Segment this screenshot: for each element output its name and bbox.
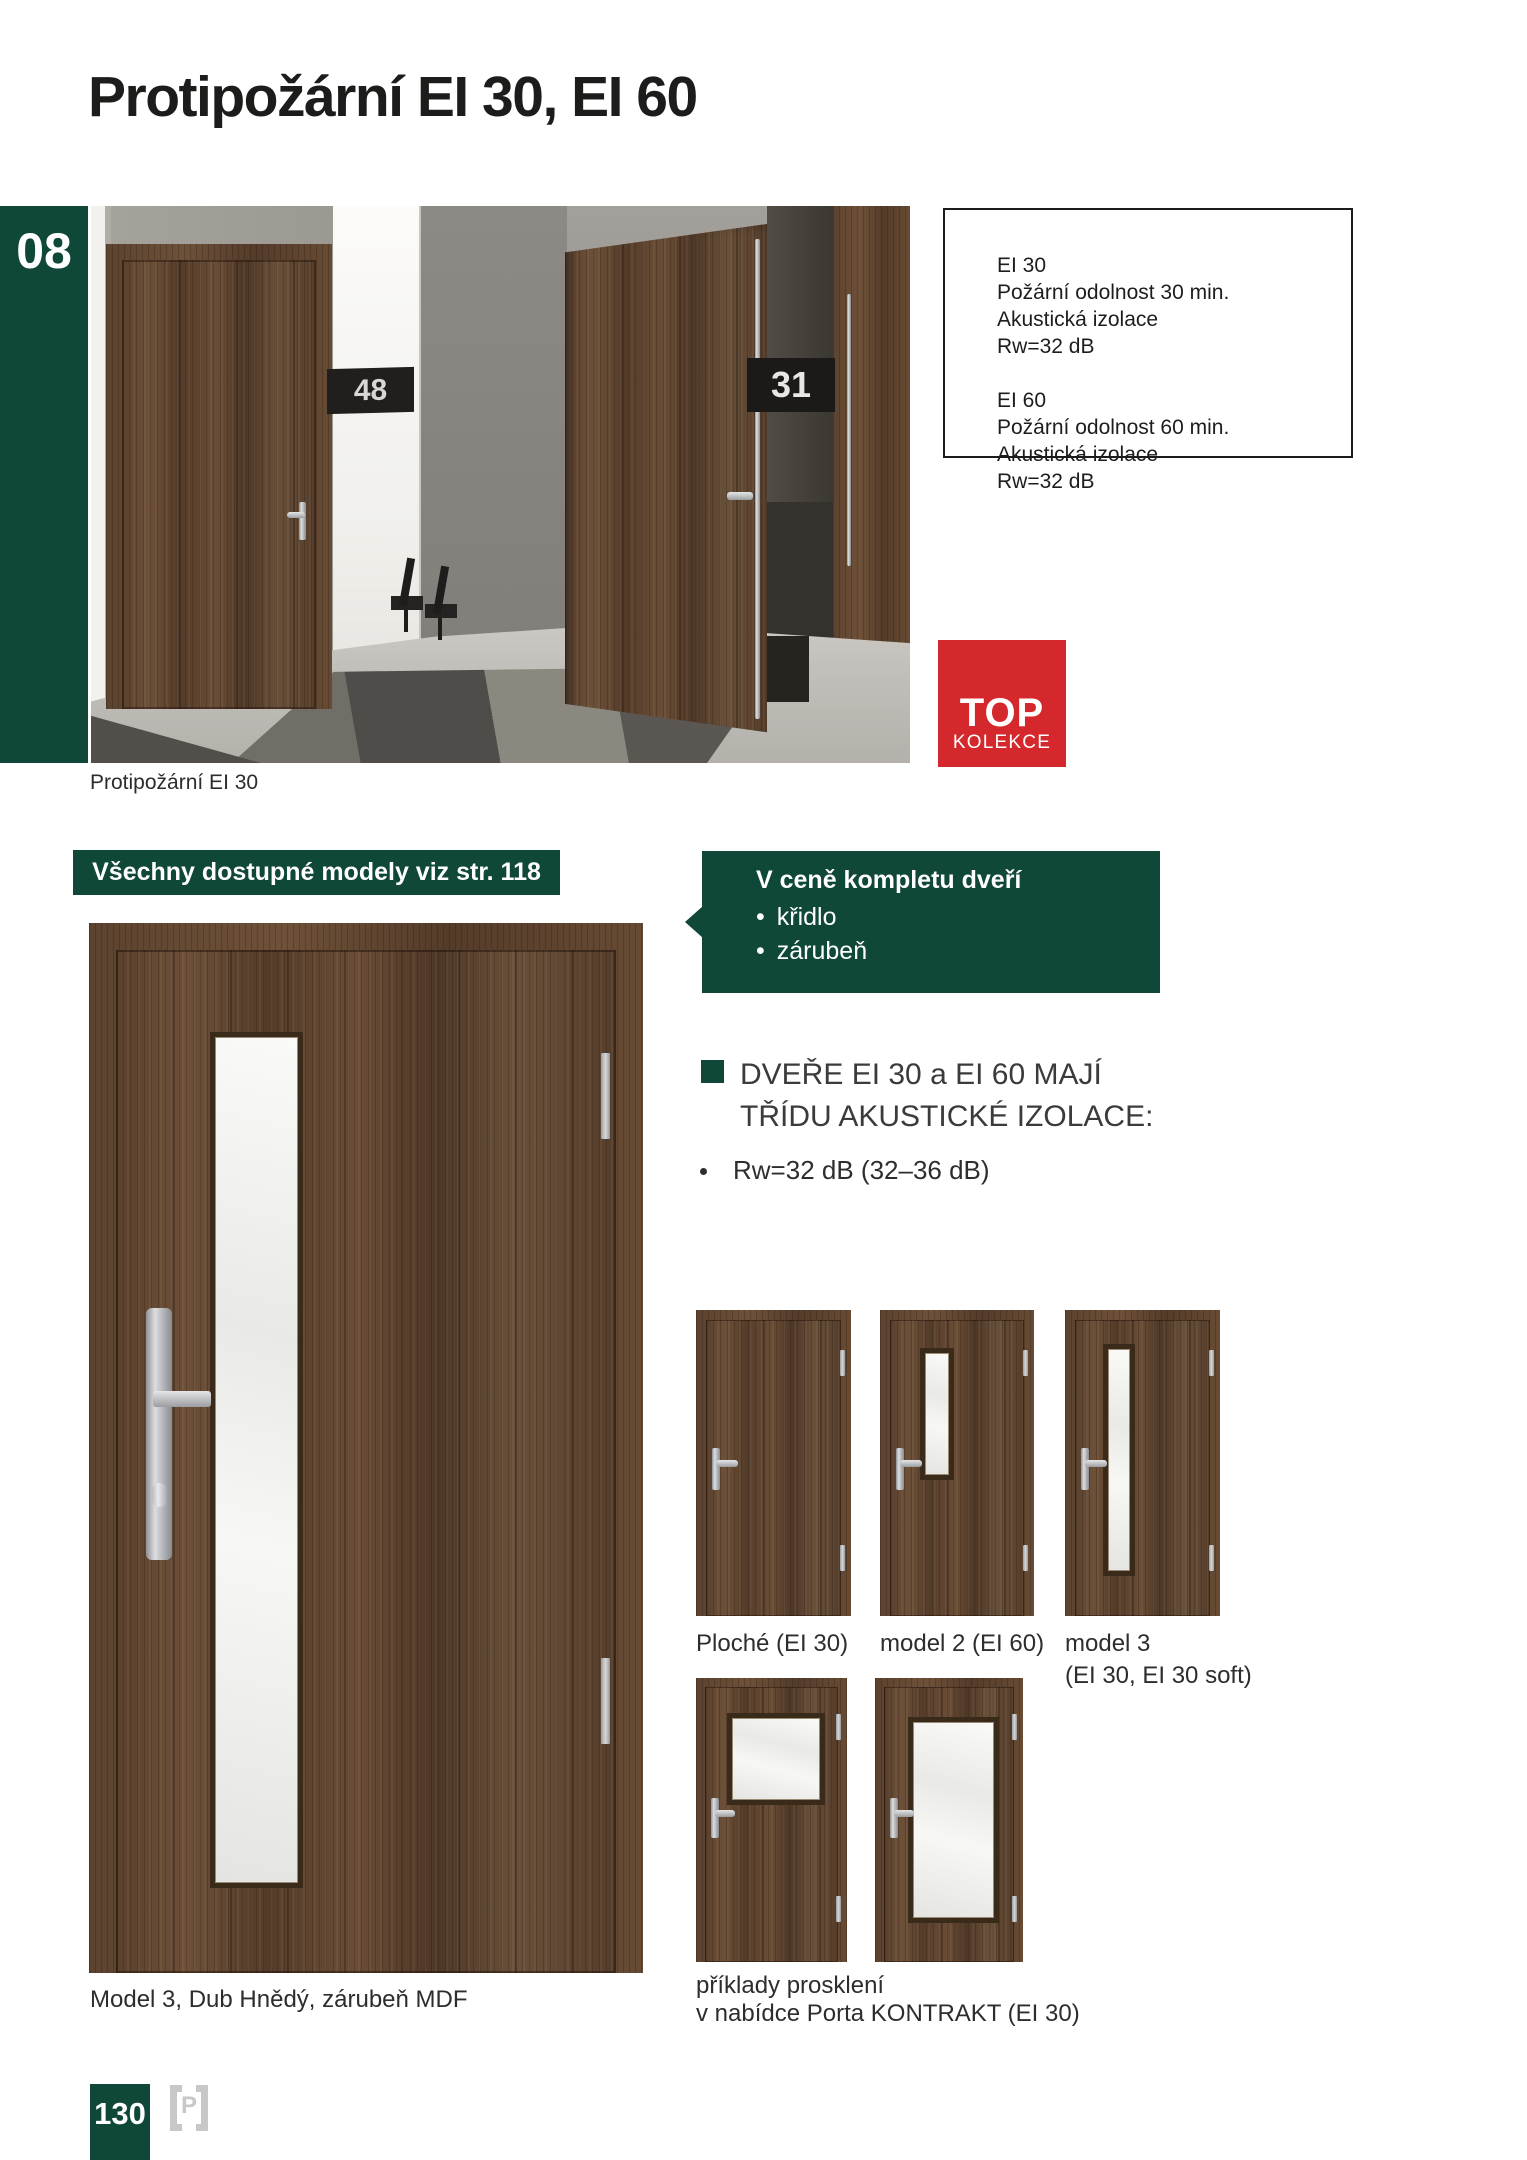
top-collection-badge — [938, 640, 1066, 767]
glass-window — [908, 1717, 999, 1923]
glazing-caption-line1: příklady prosklení — [696, 1972, 885, 1999]
page-title: Protipožární EI 30, EI 60 — [88, 65, 697, 129]
door-lever-icon — [1085, 1460, 1107, 1467]
spec-box — [943, 208, 1353, 493]
spec-block-ei60 — [997, 387, 1351, 495]
spec-line: Akustická izolace — [997, 308, 1159, 331]
door-hinge-icon — [840, 1545, 845, 1571]
door-handle-bar-icon — [847, 294, 851, 566]
door-lever-icon — [715, 1810, 735, 1817]
bubble-title: V ceně kompletu dveří — [756, 866, 1022, 894]
door-lever-icon — [900, 1460, 922, 1467]
bubble-item-label: křidlo — [776, 903, 837, 931]
big-door-glass-panel — [210, 1032, 303, 1888]
porta-logo — [170, 2085, 208, 2131]
door-number-plaque: 31 — [747, 358, 835, 412]
model-thumb-model2 — [880, 1310, 1034, 1616]
spec-line: Rw=32 dB — [997, 335, 1095, 358]
bullet-icon: • — [756, 903, 765, 931]
logo-letter: P — [180, 2092, 197, 2119]
spec-line: Požární odolnost 60 min. — [997, 416, 1230, 439]
green-square-bullet-icon — [701, 1060, 724, 1083]
big-door-leaf — [116, 950, 616, 1973]
model-thumb-model3 — [1065, 1310, 1220, 1616]
photo-chair — [425, 566, 457, 640]
door-handle-lever-icon — [153, 1391, 211, 1407]
door-hinge-icon — [836, 1714, 841, 1740]
door-handle-icon — [890, 1798, 898, 1838]
door-hinge-icon — [1012, 1714, 1017, 1740]
logo-notch-icon — [182, 2123, 196, 2132]
photo-chair — [391, 558, 423, 632]
acoustic-heading-line2: TŘÍDU AKUSTICKÉ IZOLACE: — [740, 1100, 1154, 1133]
glazing-thumb-large — [875, 1678, 1023, 1962]
door-hinge-icon — [840, 1350, 845, 1376]
door-handle-plate-icon — [146, 1308, 172, 1560]
glazing-thumb-square — [696, 1678, 847, 1962]
spec-line: Rw=32 dB — [997, 470, 1095, 493]
door-hinge-icon — [1209, 1545, 1214, 1571]
door-handle-icon — [712, 1448, 720, 1490]
hero-caption: Protipožární EI 30 — [90, 771, 259, 794]
door-hinge-icon — [1012, 1896, 1017, 1922]
badge-top-label: TOP — [959, 691, 1045, 735]
bubble-item-label: zárubeň — [776, 937, 868, 965]
door-number-plaque: 48 — [327, 367, 414, 414]
photo-closed-door — [122, 260, 316, 709]
bullet-icon: • — [756, 937, 765, 965]
door-lever-icon — [727, 492, 753, 500]
door-lever-icon — [716, 1460, 738, 1467]
door-handle-icon — [711, 1798, 719, 1838]
bubble-pointer-icon — [685, 906, 703, 938]
page-number: 130 — [90, 2084, 150, 2160]
chapter-number: 08 — [16, 223, 72, 279]
bullet-icon — [700, 1168, 707, 1175]
door-handle-icon — [896, 1448, 904, 1490]
big-door-figure — [89, 923, 643, 1973]
thumb-label: model 2 (EI 60) — [880, 1630, 1045, 1657]
badge-bottom-label: KOLEKCE — [952, 732, 1052, 753]
acoustic-heading-line1: DVEŘE EI 30 a EI 60 MAJÍ — [740, 1058, 1102, 1091]
door-lock-icon — [152, 1483, 167, 1507]
door-hinge-icon — [601, 1658, 610, 1744]
interior-photo — [91, 206, 910, 763]
chapter-tab — [0, 206, 88, 763]
spec-line: Akustická izolace — [997, 443, 1159, 466]
door-hinge-icon — [601, 1053, 610, 1139]
photo-open-door — [565, 224, 767, 740]
spec-title: EI 30 — [997, 254, 1047, 277]
door-handle-bar-icon — [755, 239, 760, 719]
glass-panel — [920, 1348, 954, 1480]
door-hinge-icon — [1023, 1545, 1028, 1571]
acoustic-value: Rw=32 dB (32–36 dB) — [733, 1155, 990, 1185]
big-door-caption: Model 3, Dub Hnědý, zárubeň MDF — [90, 1986, 468, 2013]
spec-line: Požární odolnost 30 min. — [997, 281, 1230, 304]
price-bubble — [702, 851, 1160, 993]
bubble-item — [756, 900, 1160, 934]
door-handle-icon — [1081, 1448, 1089, 1490]
door-hinge-icon — [836, 1896, 841, 1922]
door-lever-icon — [894, 1810, 914, 1817]
thumb-label: Ploché (EI 30) — [696, 1630, 849, 1657]
spec-title: EI 60 — [997, 389, 1047, 412]
bubble-item — [756, 934, 1160, 968]
photo-right-door — [833, 206, 910, 698]
door-handle-icon — [299, 502, 306, 540]
thumb-label: model 3 — [1065, 1630, 1151, 1657]
spec-block-ei30 — [997, 252, 1351, 360]
model-thumb-plain — [696, 1310, 851, 1616]
door-hinge-icon — [1023, 1350, 1028, 1376]
door-lever-icon — [287, 512, 305, 518]
door-hinge-icon — [1209, 1350, 1214, 1376]
models-banner[interactable]: Všechny dostupné modely viz str. 118 — [73, 850, 560, 895]
glass-window — [727, 1713, 825, 1805]
glazing-caption-line2: v nabídce Porta KONTRAKT (EI 30) — [696, 2000, 1080, 2027]
thumb-label-line2: (EI 30, EI 30 soft) — [1065, 1662, 1252, 1689]
glass-panel — [1103, 1344, 1135, 1576]
